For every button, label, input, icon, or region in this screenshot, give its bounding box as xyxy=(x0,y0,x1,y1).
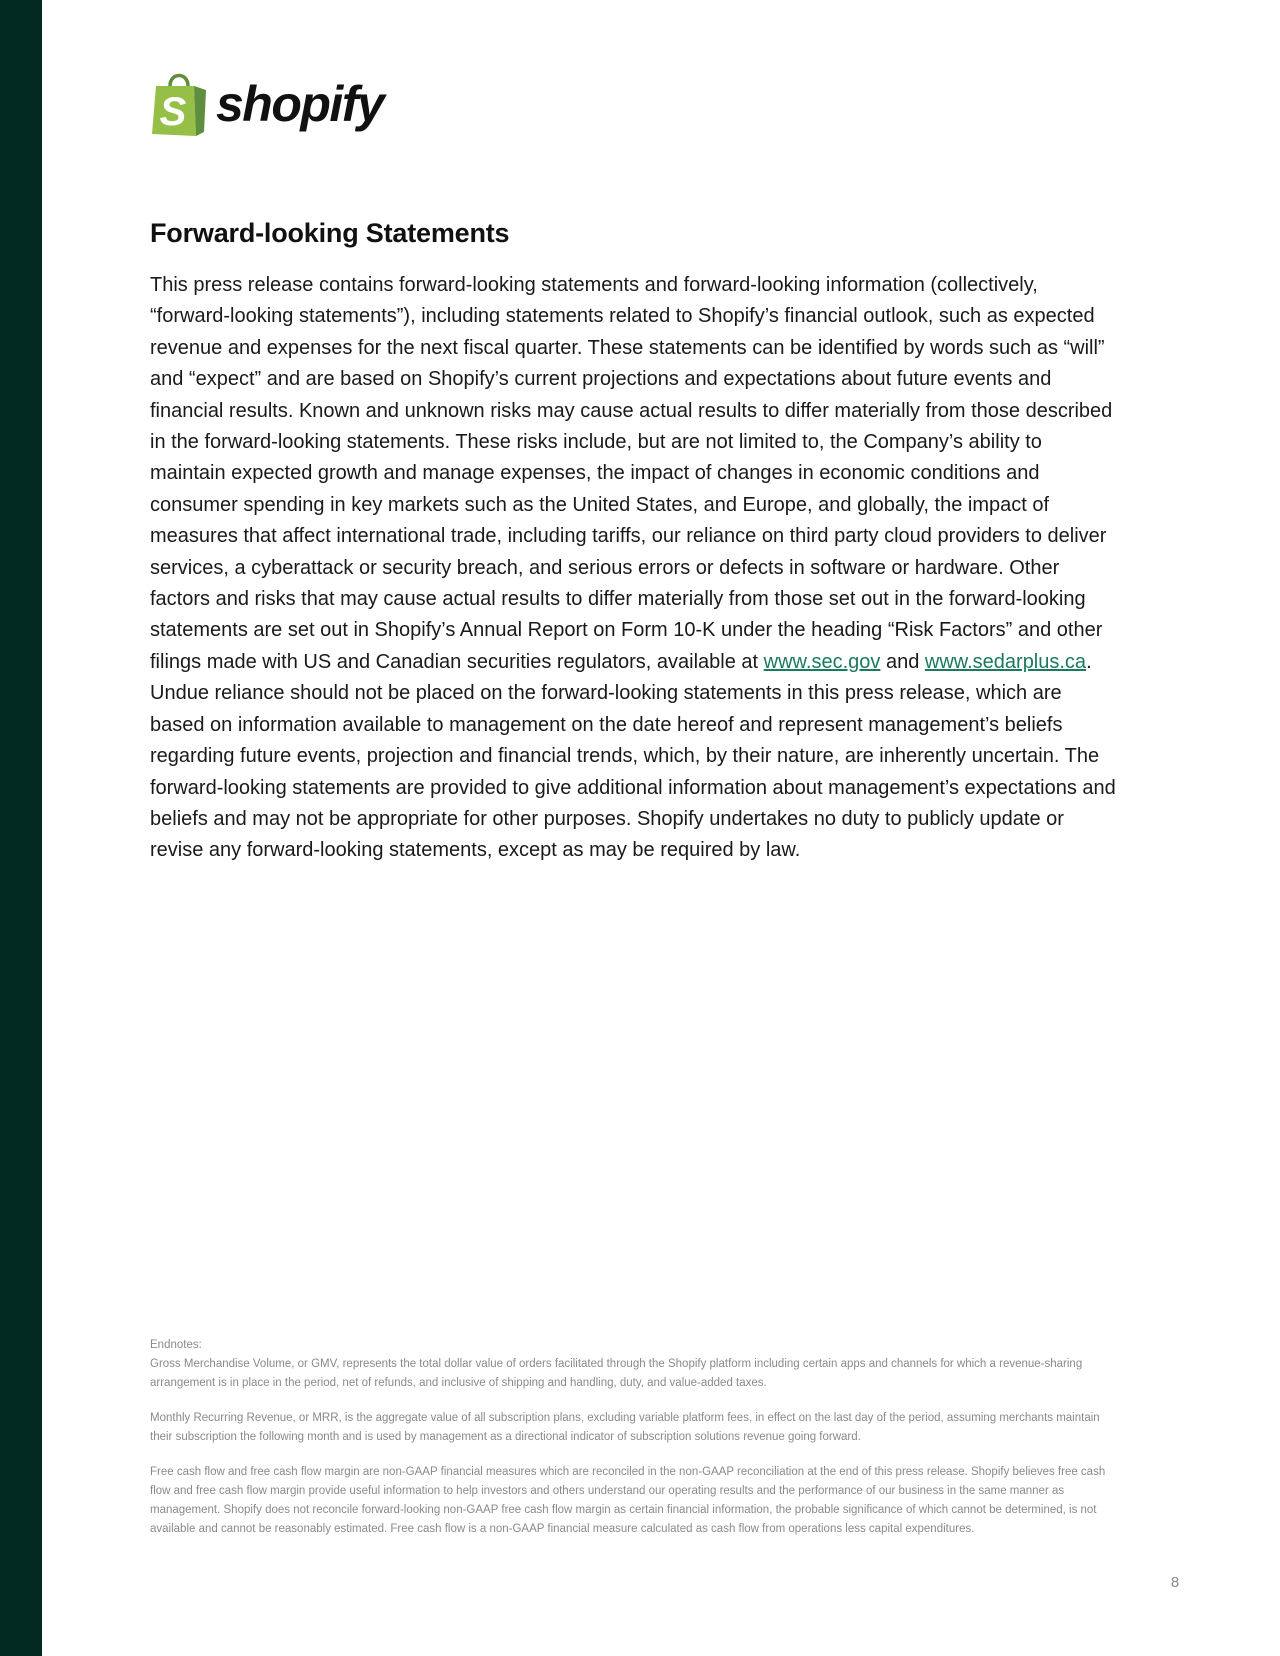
forward-looking-paragraph xyxy=(150,270,1120,867)
endnotes-title: Endnotes: xyxy=(150,1339,202,1351)
paragraph-text-part-1: This press release contains forward-looking statements and forward-looking information (collectively, “forward-looking statements”), including statements related to Shopify’s financial outlook, such as expected revenue and expenses for the next fiscal quarter. These statements can be identified by words such as “will” and “expect” and are based on Shopify’s current projections and expectations about future events and financial results. Known and unknown risks may cause actual results to differ materially from those described in the forward-looking statements. These risks include, but are not limited to, the Company’s ability to maintain expected growth and manage expenses, the impact of changes in economic conditions and consumer spending in key markets such as the United States, and Europe, and globally, the impact of measures that affect international trade, including tariffs, our reliance on third party cloud providers to deliver services, a cyberattack or security breach, and serious errors or defects in software or hardware. Other factors and risks that may cause actual results to differ materially from those set out in the forward-looking statements are set out in Shopify’s Annual Report on Form 10-K under the heading “Risk Factors” and other filings made with US and Canadian securities regulators, available at xyxy=(150,274,1113,673)
bag-letter: S xyxy=(159,90,187,134)
section-heading: Forward-looking Statements xyxy=(150,218,510,248)
shopping-bag-icon xyxy=(150,70,208,136)
endnote-mrr: Monthly Recurring Revenue, or MRR, is the aggregate value of all subscription plans, excluding variable platform fees, in effect on the last day of the period, assuming merchants maintain their subscription the following month and is used by management as a directional indicator of subscription solutions revenue going forward. xyxy=(150,1412,1100,1443)
brand-wordmark: shopify xyxy=(216,76,384,132)
sedarplus-link[interactable]: www.sedarplus.ca xyxy=(924,650,1087,673)
endnote-gmv: Gross Merchandise Volume, or GMV, represents the total dollar value of orders facilitated through the Shopify platform including certain apps and channels for which a revenue-sharing arrangement is in place in the period, net of refunds, and inclusive of shipping and handling, duty, and value-added taxes. xyxy=(150,1358,1083,1389)
page-side-bar xyxy=(0,0,42,1656)
endnotes xyxy=(150,1336,1120,1555)
page-number: 8 xyxy=(1170,1574,1180,1591)
paragraph-text-part-3: . Undue reliance should not be placed on the forward-looking statements in this press release, which are based on information available to management on the date hereof and represent management’s beliefs regarding future events, projection and financial trends, which, by their nature, are inherently uncertain. The forward-looking statements are provided to give additional information about management’s expectations and beliefs and may not be appropriate for other purposes. Shopify undertakes no duty to publicly update or revise any forward-looking statements, except as may be required by law. xyxy=(150,650,1116,862)
sec-gov-link[interactable]: www.sec.gov xyxy=(763,650,881,673)
shopify-logo xyxy=(150,70,383,136)
endnote-free-cash-flow: Free cash flow and free cash flow margin are non-GAAP financial measures which are reconciled in the non-GAAP reconciliation at the end of this press release. Shopify believes free cash flow and free cash flow margin provide useful information to help investors and others understand our operating results and the performance of our business in the same manner as management. Shopify does not reconcile forward-looking non-GAAP free cash flow margin as certain financial information, the probable significance of which cannot be determined, is not available and cannot be reasonably estimated. Free cash flow is a non-GAAP financial measure calculated as cash flow from operations less capital expenditures. xyxy=(150,1466,1106,1535)
paragraph-text-part-2: and xyxy=(880,650,925,673)
